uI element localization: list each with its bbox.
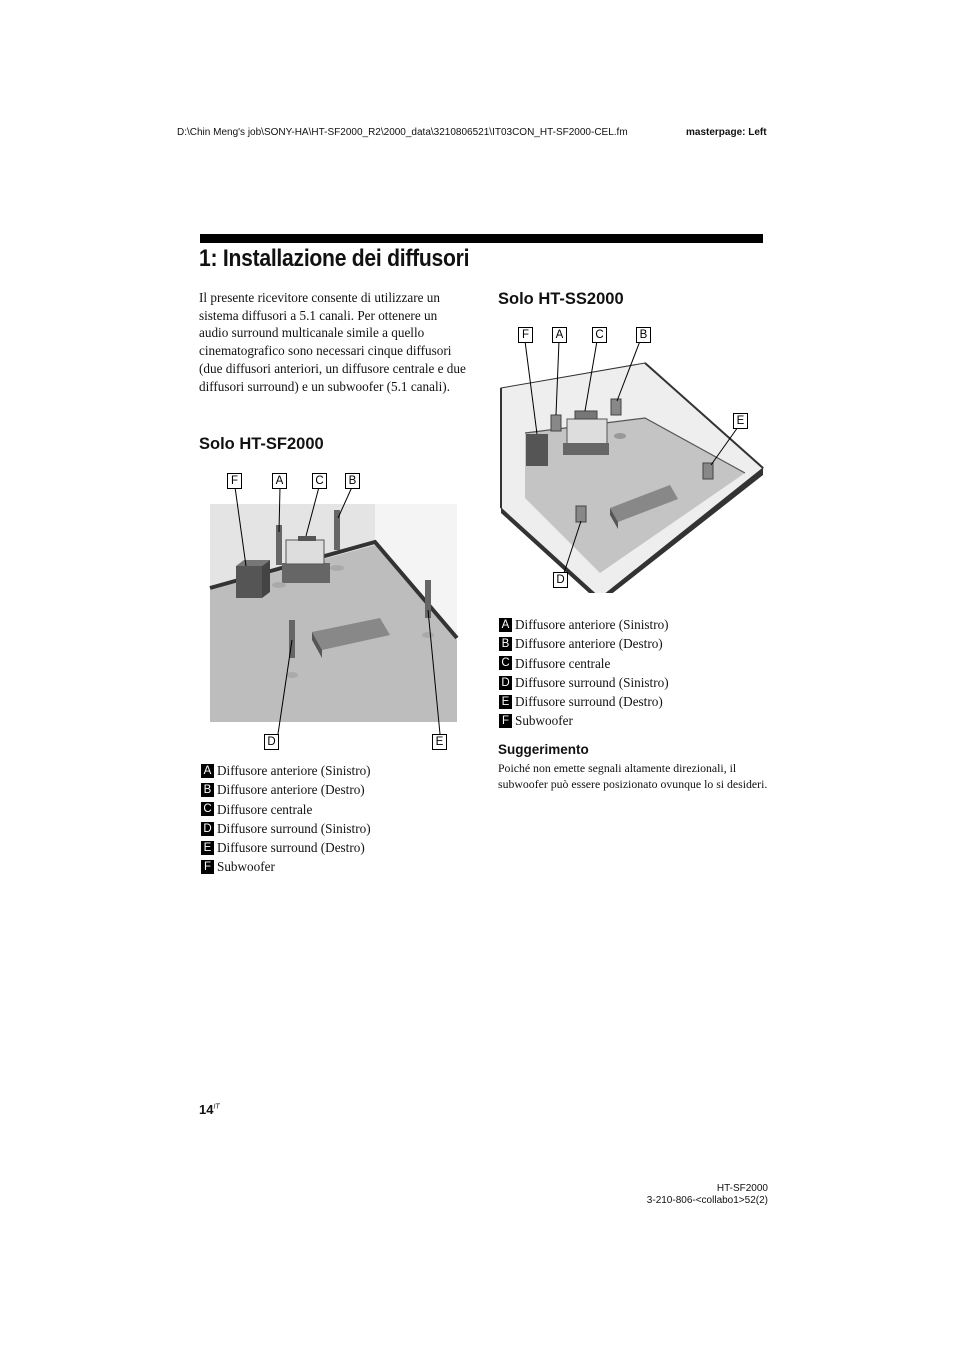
page-number-suffix: IT [213,1103,220,1111]
legend-item [499,634,669,653]
figure-label-f: F [518,327,533,343]
legend-key: F [201,860,214,874]
figure-label-b: B [636,327,651,343]
heading-ht-ss2000: Solo HT-SS2000 [498,290,624,308]
legend-text: Diffusore surround (Destro) [515,694,663,710]
figure-ht-sf2000 [200,470,470,755]
figure-label-c: C [592,327,607,343]
legend-key: A [499,618,512,632]
legend-key: B [499,637,512,651]
page-number [199,1102,220,1117]
figure-label-c: C [312,473,327,489]
legend-key: D [201,822,214,836]
figure-label-b: B [345,473,360,489]
legend-key: F [499,714,512,728]
room-illustration-sf2000 [200,470,470,755]
legend-text: Diffusore anteriore (Sinistro) [217,763,371,778]
legend-key: E [499,695,512,709]
legend-item [499,673,669,692]
legend-item [499,615,669,634]
legend-item [201,819,371,838]
legend-text: Diffusore surround (Sinistro) [217,820,371,836]
footer-code: 3-210-806-<collabo1>52(2) [646,1194,768,1206]
file-path-header: D:\Chin Meng's job\SONY-HA\HT-SF2000_R2\2000_data\3210806521\IT03CON_HT-SF2000-CEL.fm [177,127,628,138]
legend-item [499,654,669,673]
tip-text: Poiché non emette segnali altamente direzionali, il subwoofer può essere posizionato ovunque lo si desideri. [498,761,768,791]
legend-key: C [499,656,512,670]
legend-text: Diffusore surround (Sinistro) [515,674,669,690]
legend-item [499,711,669,730]
legend-text: Diffusore anteriore (Destro) [217,782,365,798]
figure-label-d: D [264,734,279,750]
figure-label-a: A [272,473,287,489]
footer-model: HT-SF2000 [716,1183,768,1194]
page-title: 1: Installazione dei diffusori [199,245,470,272]
legend-text: Diffusore anteriore (Destro) [515,636,663,652]
legend-key: C [201,802,214,816]
page-number-value: 14 [199,1102,214,1117]
legend-text: Diffusore surround (Destro) [217,840,365,856]
legend-text: Diffusore anteriore (Sinistro) [515,617,669,632]
legend-key: E [201,841,214,855]
figure-label-d: D [553,572,568,588]
footer [647,1183,768,1206]
legend-text: Diffusore centrale [217,801,313,817]
figure-label-a: A [552,327,567,343]
figure-ht-ss2000 [495,323,770,593]
room-illustration-ss2000 [495,323,770,593]
legend-ht-sf2000 [201,761,371,877]
heading-ht-sf2000: Solo HT-SF2000 [199,435,324,453]
legend-key: B [201,783,214,797]
title-rule [200,234,763,243]
legend-key: D [499,676,512,690]
legend-item [201,838,371,857]
tip-title: Suggerimento [498,742,589,757]
figure-label-e: E [733,413,748,429]
masterpage-label: masterpage: Left [686,127,767,138]
legend-ht-ss2000 [499,615,669,731]
legend-item [201,800,371,819]
intro-paragraph: Il presente ricevitore consente di utilizzare un sistema diffusori a 5.1 canali. Per ottenere un audio surround multicanale simile a quello cinematografico sono necessari cinque diffusori (due diffusori anteriori, un diffusore centrale e due diffusori surround) e un subwoofer (5.1 canali). [199,290,466,394]
legend-item [201,761,371,780]
legend-text: Subwoofer [217,859,275,875]
legend-item [499,692,669,711]
legend-item [201,857,371,876]
legend-text: Subwoofer [515,713,573,729]
figure-label-f: F [227,473,242,489]
legend-key: A [201,764,214,778]
figure-label-e: E [432,734,447,750]
legend-item [201,780,371,799]
legend-text: Diffusore centrale [515,655,611,671]
